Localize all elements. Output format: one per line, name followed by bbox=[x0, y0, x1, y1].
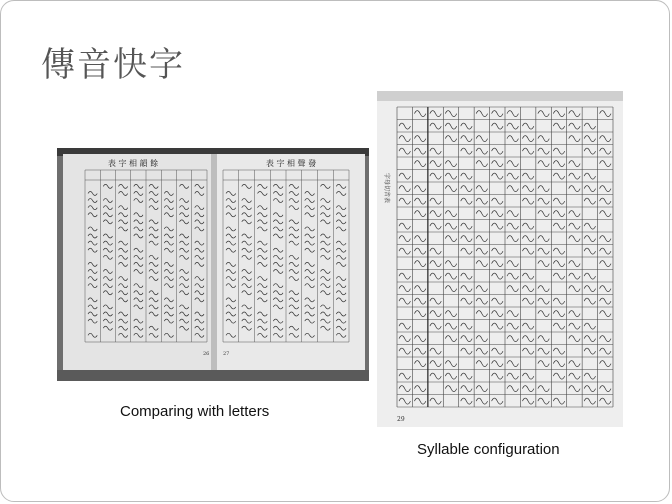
caption-syllable-configuration: Syllable configuration bbox=[417, 441, 560, 458]
side-label: 字母切音表 bbox=[383, 173, 390, 204]
left-book-photo bbox=[57, 148, 369, 381]
left-page-number: 26 bbox=[203, 351, 210, 357]
right-book-image bbox=[377, 91, 623, 427]
right-page-number: 27 bbox=[223, 351, 230, 357]
right-page-heading: 表 字 相 聲 發 bbox=[265, 159, 317, 168]
left-page-heading: 表 字 相 韻 餘 bbox=[107, 159, 159, 168]
slide-title: 傳音快字 bbox=[41, 45, 185, 85]
right-book-photo bbox=[377, 91, 623, 427]
left-book-image bbox=[57, 148, 369, 381]
page-number: 29 bbox=[397, 416, 405, 423]
caption-comparing-with-letters: Comparing with letters bbox=[120, 403, 270, 420]
